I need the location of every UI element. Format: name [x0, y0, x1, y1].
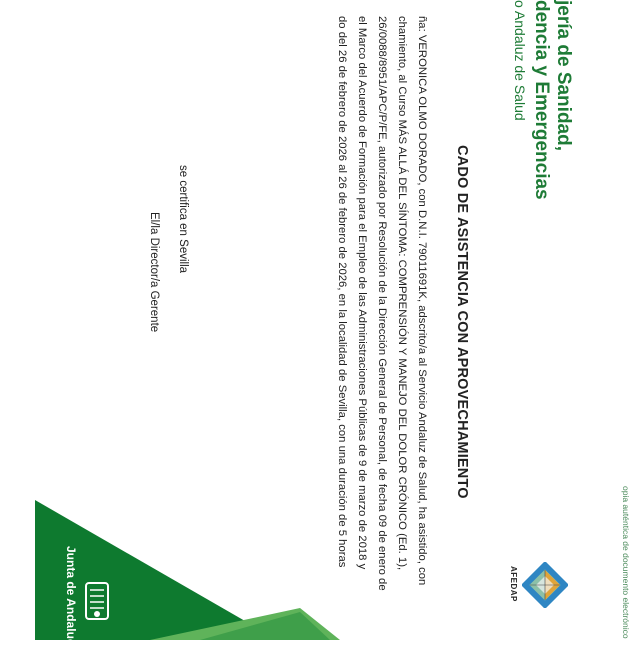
authenticity-block [621, 486, 631, 639]
afedap-label: AFEDAP [509, 566, 518, 602]
afedap-logo [522, 562, 568, 608]
location-text: se certifica en Sevilla [177, 165, 189, 274]
org-name-line1: jería de Sanidad, [553, 0, 574, 151]
certificate-body [332, 16, 432, 591]
org-name-line2: dencia y Emergencias [531, 0, 552, 200]
authenticity-note: opia auténtica de documento electrónico [621, 486, 631, 639]
junta-emblem-icon [82, 580, 112, 622]
body-line-4: el Marco del Acuerdo de Formación para el Empleo de las Administraciones Públicas de 9 de marzo de 2018 y [356, 16, 368, 570]
org-name-line3: o Andaluz de Salud [512, 0, 528, 121]
org-header [511, 0, 574, 200]
junta-label: Junta de Andaluc [64, 546, 78, 646]
body-line-1: ña: VERONICA OLMO DORADO, con D.N.I. 79011691K, adscrito/a al Servicio Andaluz de Salud, ha asistido, con [416, 16, 428, 586]
location-block [177, 165, 189, 273]
signatory-title: El/la Director/a Gerente [148, 212, 160, 333]
certificate-title-block [454, 145, 470, 499]
body-line-3: 26/0088/8951/APC/P/FE, autorizado por Resolución de la Dirección General de Personal, de fecha 09 de enero de [376, 16, 388, 591]
junta-label-block [64, 546, 78, 646]
signatory-block [148, 212, 160, 332]
body-line-2: chamiento, al Curso MÁS ALLÁ DEL SÍNTOMA: COMPRENSIÓN Y MANEJO DEL DOLOR CRÓNICO (Ed. 1), [396, 16, 408, 571]
body-line-5: do del 26 de febrero de 2026 al 26 de febrero de 2026, en la localidad de Sevilla, con una duración de 5 horas [336, 16, 348, 568]
certificate-title: CADO DE ASISTENCIA CON APROVECHAMIENTO [454, 145, 470, 499]
afedap-label-block [509, 566, 518, 602]
